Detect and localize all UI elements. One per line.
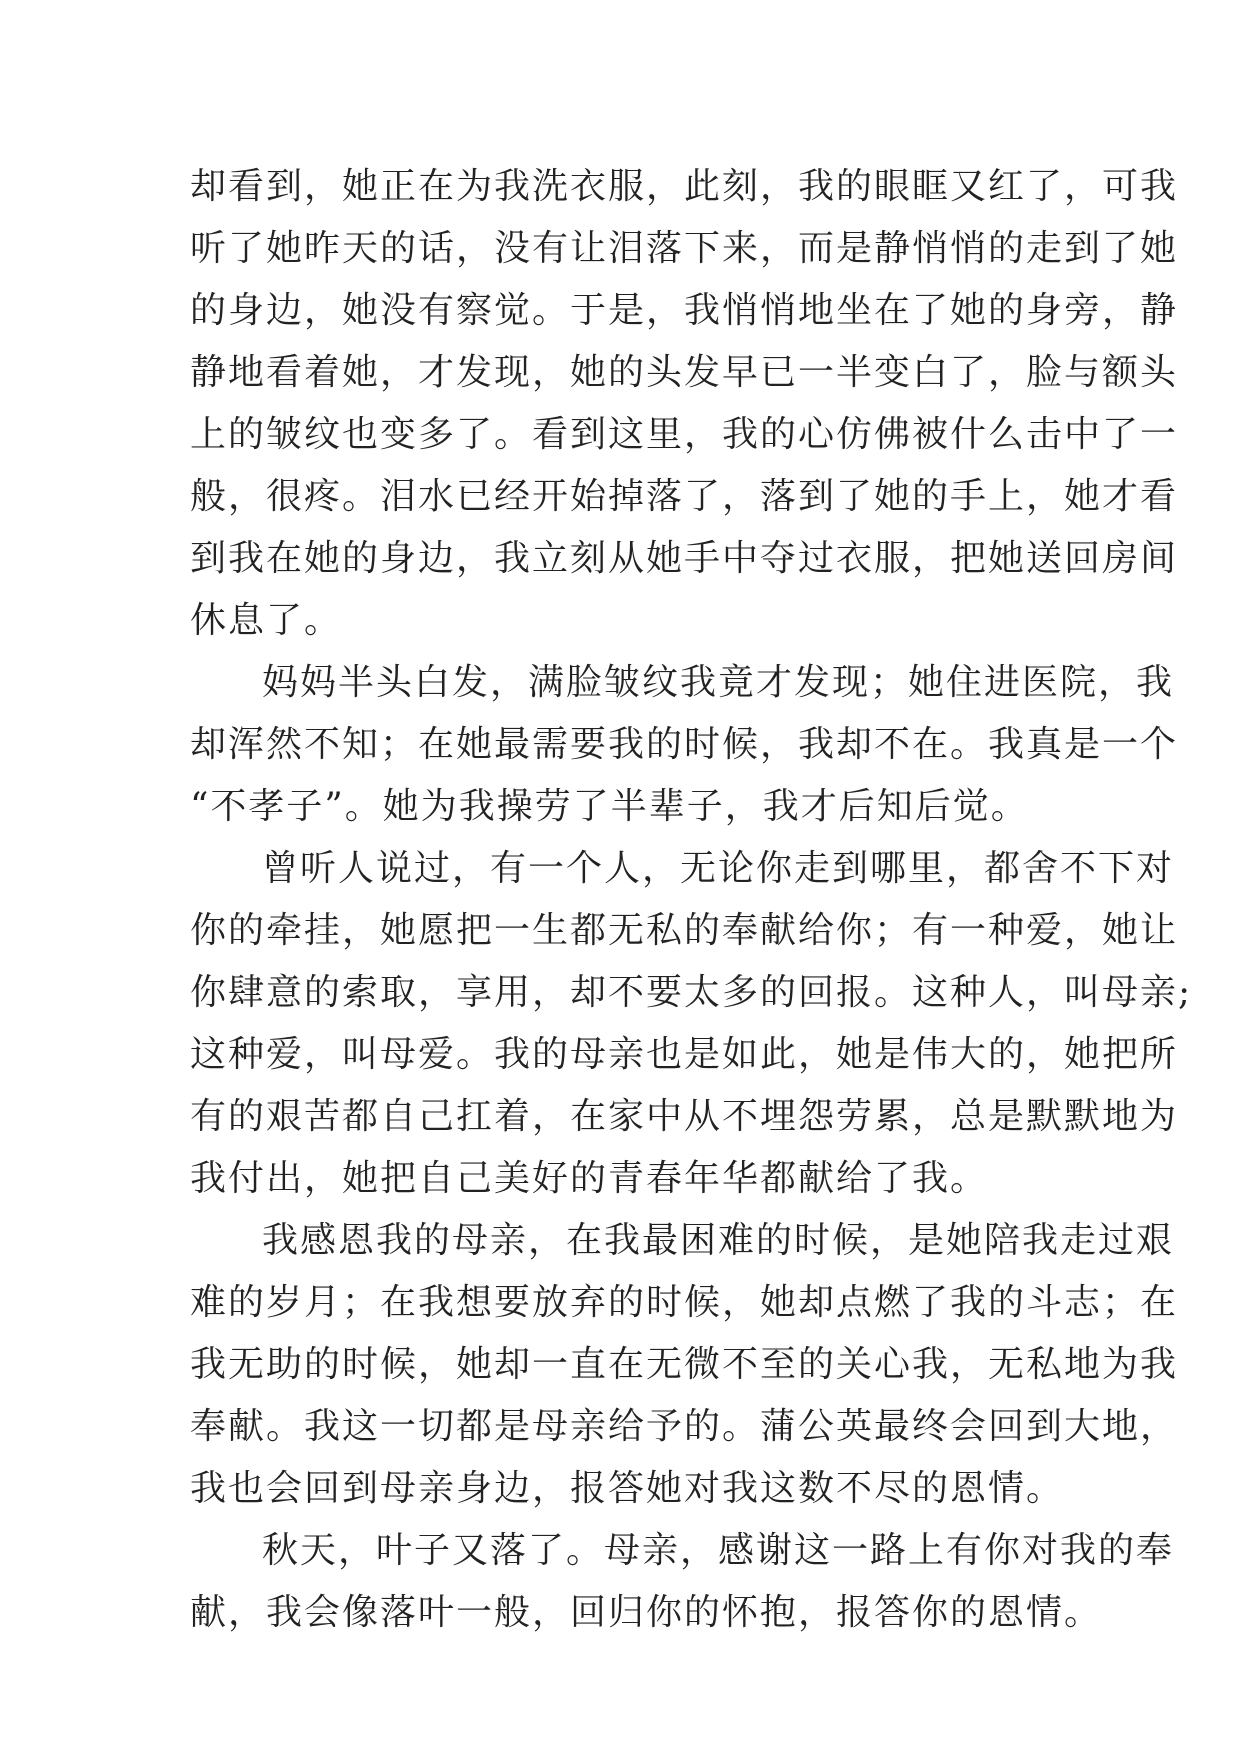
text-line: 却看到，她正在为我洗衣服，此刻，我的眼眶又红了，可我 [190,166,1179,207]
text-line: 奉献。我这一切都是母亲给予的。蒲公英最终会回到大地， [190,1406,1179,1447]
text-line: 静地看着她，才发现，她的头发早已一半变白了，脸与额头 [190,352,1179,393]
text-line: 听了她昨天的话，没有让泪落下来，而是静悄悄的走到了她 [190,228,1179,269]
text-line: 献，我会像落叶一般，回归你的怀抱，报答你的恩情。 [190,1592,1103,1633]
text-line: 曾听人说过，有一个人，无论你走到哪里，都舍不下对 [262,848,1175,889]
text-line: 我付出，她把自己美好的青春年华都献给了我。 [190,1158,989,1199]
text-line: 我也会回到母亲身边，报答她对我这数不尽的恩情。 [190,1468,1065,1509]
text-line: “不孝子”。她为我操劳了半辈子，我才后知后觉。 [190,786,1029,827]
text-line: 却浑然不知；在她最需要我的时候，我却不在。我真是一个 [190,724,1179,765]
paragraph [190,838,1193,1210]
text-line: 的身边，她没有察觉。于是，我悄悄地坐在了她的身旁，静 [190,290,1179,331]
text-line: 般，很疼。泪水已经开始掉落了，落到了她的手上，她才看 [190,476,1179,517]
text-line: 这种爱，叫母爱。我的母亲也是如此，她是伟大的，她把所 [190,1034,1179,1075]
text-line: 秋天，叶子又落了。母亲，感谢这一路上有你对我的奉 [262,1530,1175,1571]
text-line: 休息了。 [190,600,343,641]
text-line: 我无助的时候，她却一直在无微不至的关心我，无私地为我 [190,1344,1179,1385]
paragraph [190,156,1179,652]
text-line: 你肆意的索取，享用，却不要太多的回报。这种人，叫母亲; [190,972,1193,1013]
text-line: 到我在她的身边，我立刻从她手中夺过衣服，把她送回房间 [190,538,1179,579]
text-line: 难的岁月；在我想要放弃的时候，她却点燃了我的斗志；在 [190,1282,1179,1323]
paragraph [190,1520,1175,1644]
text-line: 上的皱纹也变多了。看到这里，我的心仿佛被什么击中了一 [190,414,1179,455]
paragraph [190,1210,1179,1520]
text-line: 你的牵挂，她愿把一生都无私的奉献给你；有一种爱，她让 [190,910,1179,951]
text-line: 我感恩我的母亲，在我最困难的时候，是她陪我走过艰 [262,1220,1175,1261]
paragraph [190,652,1179,838]
text-line: 有的艰苦都自己扛着，在家中从不埋怨劳累，总是默默地为 [190,1096,1179,1137]
document-body [190,156,1193,1644]
text-line: 妈妈半头白发，满脸皱纹我竟才发现；她住进医院，我 [262,662,1175,703]
